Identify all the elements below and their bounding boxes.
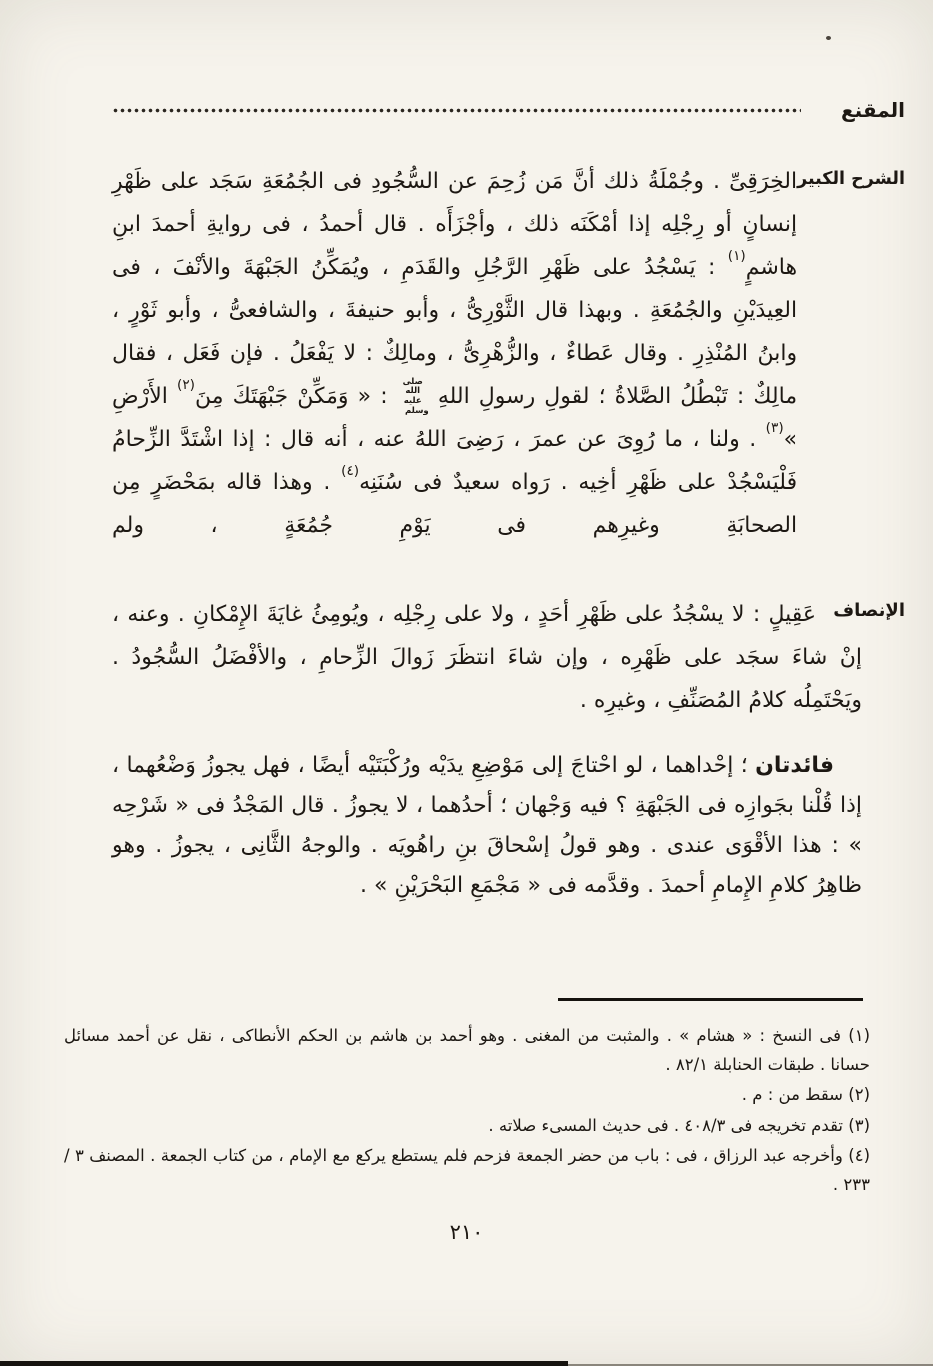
text-segment: الخِرَقِىِّ . وجُمْلَةُ ذلك أنَّ مَن زُحِمَ عن السُّجُودِ فى الجُمُعَةِ سَجَد على ظَهْرِ إنسانٍ أو رِجْلِه إذا أمْكَنَه ذلك ، وأجْزَأَه . قال أحمدُ ، فى روايةِ أحمدَ ابنِ هاشمٍ [112,169,798,280]
insaf-section [112,593,905,722]
footnotes-block [64,1022,870,1201]
header-dotted-line [112,108,801,113]
footnote-3: (٣) تقدم تخريجه فى ٤٠٨/٣ . فى حديث المسىء صلاته . [488,1115,870,1135]
text-segment: : يَسْجُدُ على ظَهْرِ الرَّجُلِ والقَدَمِ ، ويُمَكِّنُ الجَبْهَةَ والأنْفَ ، فى العِيدَيْنِ والجُمُعَةِ . وبهذا قال الثَّوْرِىُّ ، وأبو حنيفةَ ، والشافعىُّ ، وأبو ثَوْرٍ ، وابنُ المُنْذِرِ . وقال عَطاءٌ ، والزُّهْرِىُّ ، ومالِكٌ : لا يَفْعَلُ . فإن فَعَل ، فقال مالِكٌ : تَبْطُلُ الصَّلاةُ ؛ لقولِ رسولِ اللهِ [112,255,798,409]
footnote-marker-4: (٤) [341,462,360,479]
text-segment: . وهذا قاله بمَحْضَرٍ مِن الصحابَةِ وغيرِهم فى يَوْمِ جُمُعَةٍ ، ولم [112,470,798,538]
insaf-text: عَقِيلٍ : لا يسْجُدُ على ظَهْرِ أحَدٍ ، ولا على رِجْلِه ، ويُومِئُ غايَةَ الإِمْكانِ . وعنه ، إنْ شاءَ سجَد على ظَهْرِه ، وإن شاءَ انتظَرَ زَوالَ الزِّحامِ ، والأفْضَلُ السُّجُودُ . ويَحْتَمِلُه كلامُ المُصَنِّفِ ، وغيرِه . [112,602,862,713]
text-segment: الأَرْضِ » [112,384,798,452]
page-header [112,96,905,124]
margin-label-insaf: الإنصاف [833,600,905,621]
scan-artifact-dot [826,36,831,40]
footnote-2: (٢) سقط من : م . [741,1085,870,1104]
text-segment: ؛ إحْداهما ، لو احْتاجَ إلى مَوْضِعِ يدَيْه ورُكْبَتَيْه أيضًا ، فهل يجوزُ وَضْعُهما ، إذا قُلْنا بجَوازِه فى الجَبْهَةِ ؟ فيه وَجْهان ؛ أحدُهما ، لا يجوزُ . قال المَجْدُ فى « شَرْحِه » : هذا الأقْوَى عندى . وهو قولُ إسْحاقَ بنِ راهُويَه . والوجهُ الثَّانِى ، يجوزُ . وهو ظاهِرُ كلامِ الإِمامِ أحمدَ . وقدَّمه فى « مَجْمَعِ البَحْرَيْنِ » . [112,753,862,898]
scan-edge-artifact [0,1361,568,1366]
footnote-1: (١) فى النسخ : « هشام » . والمثبت من المغنى . وهو أحمد بن هاشم بن الحكم الأنطاكى ، نقل عن أحمد مسائل حسانا . طبقات الحنابلة ٨٢/١ . [64,1026,870,1074]
sharh-kabir-section [112,160,905,547]
page-content [112,96,905,906]
sharh-kabir-text [112,160,797,547]
footnote-marker-3: (٣) [765,419,784,436]
text-segment: : « وَمَكِّنْ جَبْهَتَكَ مِنَ [194,384,397,409]
page-number: ٢١٠ [449,1220,484,1244]
fawaid-paragraph [112,746,862,906]
salla-calligraphy-mark: صلى الله عليه وسلم [402,376,429,416]
footnote-separator-rule [558,998,863,1001]
footnote-marker-1: (١) [727,247,746,264]
text-segment: . ولنا ، ما رُوِىَ عن عمرَ ، رَضِىَ اللهُ عنه ، أنه قال : إذا اشْتَدَّ الزِّحامُ فَلْيَسْجُدْ على ظَهْرِ أخِيه . رَواه سعيدٌ فى سُنَنِه [112,427,798,495]
margin-label-sharh-kabir: الشرح الكبير [797,169,905,189]
footnote-4: (٤) وأخرجه عبد الرزاق ، فى : باب من حضر الجمعة فزحم فلم يستطع يركع مع الإمام ، من كتاب الجمعة . المصنف ٣ / ٢٣٣ . [64,1146,870,1194]
fawaid-lead-word: فائدتان [755,753,834,778]
footnote-marker-2: (٢) [176,376,195,393]
book-title-header: المقنع [841,98,905,122]
